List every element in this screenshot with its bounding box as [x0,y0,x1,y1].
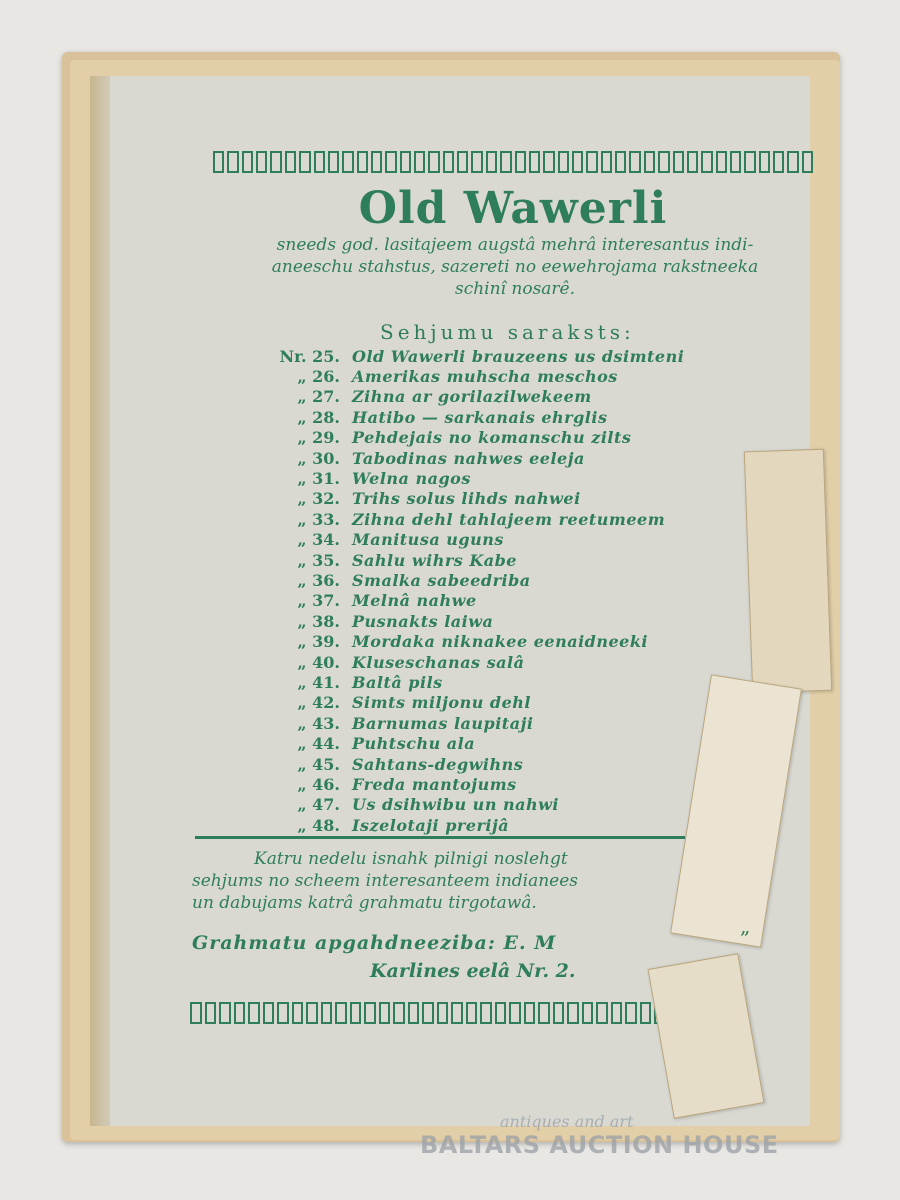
torn-tape-strip [744,449,832,694]
list-heading: Sehjumu saraksts: [380,320,635,344]
list-item [262,448,762,468]
issue-number: „ 41. [297,672,340,692]
issue-title: Smalka sabeedriba [352,570,531,590]
list-item [262,611,762,631]
bottom-ornament-border [190,998,680,1028]
issue-title: Barnumas laupitaji [352,713,534,733]
section-divider [195,836,685,839]
issue-number: „ 38. [297,611,340,631]
issue-number: „ 34. [297,530,340,550]
list-item [262,795,762,815]
list-item [262,530,762,550]
issue-number: „ 26. [297,367,340,387]
footer-line: un dabujams katrâ grahmatu tirgotawâ. [192,893,537,913]
list-item [262,652,762,672]
list-item [262,366,762,386]
list-item [262,693,762,713]
publisher-line: Grahmatu apgahdneeziba: E. M [192,932,557,954]
issue-number: „ 30. [297,448,340,468]
issue-number: „ 27. [297,387,340,407]
issue-title: Tabodinas nahwes eeleja [352,448,585,468]
issue-title: Simts miljonu dehl [352,693,531,713]
page-title: Old Wawerli [358,183,668,234]
list-item [262,387,762,407]
issue-number: „ 28. [297,407,340,427]
issue-number: „ 44. [297,734,340,754]
issue-title: Amerikas muhscha meschos [352,367,618,387]
list-item [262,672,762,692]
list-item [262,428,762,448]
list-item [262,570,762,590]
issue-number: „ 42. [297,693,340,713]
watermark-tagline: antiques and art [500,1112,634,1131]
intro-line: schinî nosarê. [454,279,576,299]
issue-number: „ 32. [297,489,340,509]
issue-list [262,346,762,835]
footer-note [192,848,682,914]
issue-number: „ 31. [297,469,340,489]
issue-number: Nr. 25. [279,346,340,366]
list-item [262,509,762,529]
issue-number: „ 33. [297,509,340,529]
issue-number: „ 45. [297,754,340,774]
list-item [262,713,762,733]
issue-title: Us dsihwibu un nahwi [352,795,559,815]
issue-title: Freda mantojums [352,774,517,794]
stray-mark: „ [740,914,751,938]
issue-title: Sahtans-degwihns [352,754,524,774]
issue-number: „ 46. [297,774,340,794]
issue-title: Puhtschu ala [352,734,476,754]
issue-title: Zihna ar gorilazilwekeem [352,387,592,407]
list-item [262,550,762,570]
issue-title: Hatibo — sarkanais ehrglis [352,407,608,427]
issue-title: Manitusa uguns [352,530,504,550]
list-item [262,631,762,651]
list-item [262,346,762,366]
issue-title: Iszelotaji prerijâ [352,815,510,835]
issue-title: Old Wawerli brauzeens us dsimteni [352,346,685,366]
list-item [262,754,762,774]
issue-number: „ 43. [297,713,340,733]
issue-number: „ 40. [297,652,340,672]
intro-line: sneeds god. lasitajeem augstâ mehrâ interesantus indi- [276,235,754,255]
issue-title: Pehdejais no komanschu zilts [352,428,632,448]
issue-title: Sahlu wihrs Kabe [352,550,517,570]
issue-title: Kluseschanas salâ [352,652,525,672]
publisher-address: Karlines eelâ Nr. 2. [370,960,576,982]
issue-title: Mordaka niknakee eenaidneeki [352,632,648,652]
issue-number: „ 39. [297,632,340,652]
list-item [262,591,762,611]
issue-number: „ 29. [297,428,340,448]
footer-line: Katru nedelu isnahk pilnigi noslehgt [254,849,568,869]
list-item [262,468,762,488]
issue-title: Trihs solus lihds nahwei [352,489,581,509]
footer-line: sehjums no scheem interesanteem indianees [192,871,579,891]
list-item [262,733,762,753]
issue-number: „ 36. [297,570,340,590]
issue-number: „ 37. [297,591,340,611]
list-item [262,407,762,427]
intro-line: aneeschu stahstus, sazereti no eewehrojama rakstneeka [271,257,759,277]
issue-title: Baltâ pils [352,672,443,692]
issue-title: Welna nagos [352,469,471,489]
list-item [262,489,762,509]
top-ornament-border [213,147,813,177]
issue-number: „ 47. [297,795,340,815]
issue-title: Melnâ nahwe [352,591,477,611]
issue-title: Pusnakts laiwa [352,611,494,631]
intro-text [215,234,815,300]
list-item [262,774,762,794]
issue-title: Zihna dehl tahlajeem reetumeem [352,509,666,529]
watermark-brand: BALTARS AUCTION HOUSE [420,1131,779,1159]
issue-number: „ 48. [297,815,340,835]
issue-number: „ 35. [297,550,340,570]
watermark [420,1112,779,1159]
